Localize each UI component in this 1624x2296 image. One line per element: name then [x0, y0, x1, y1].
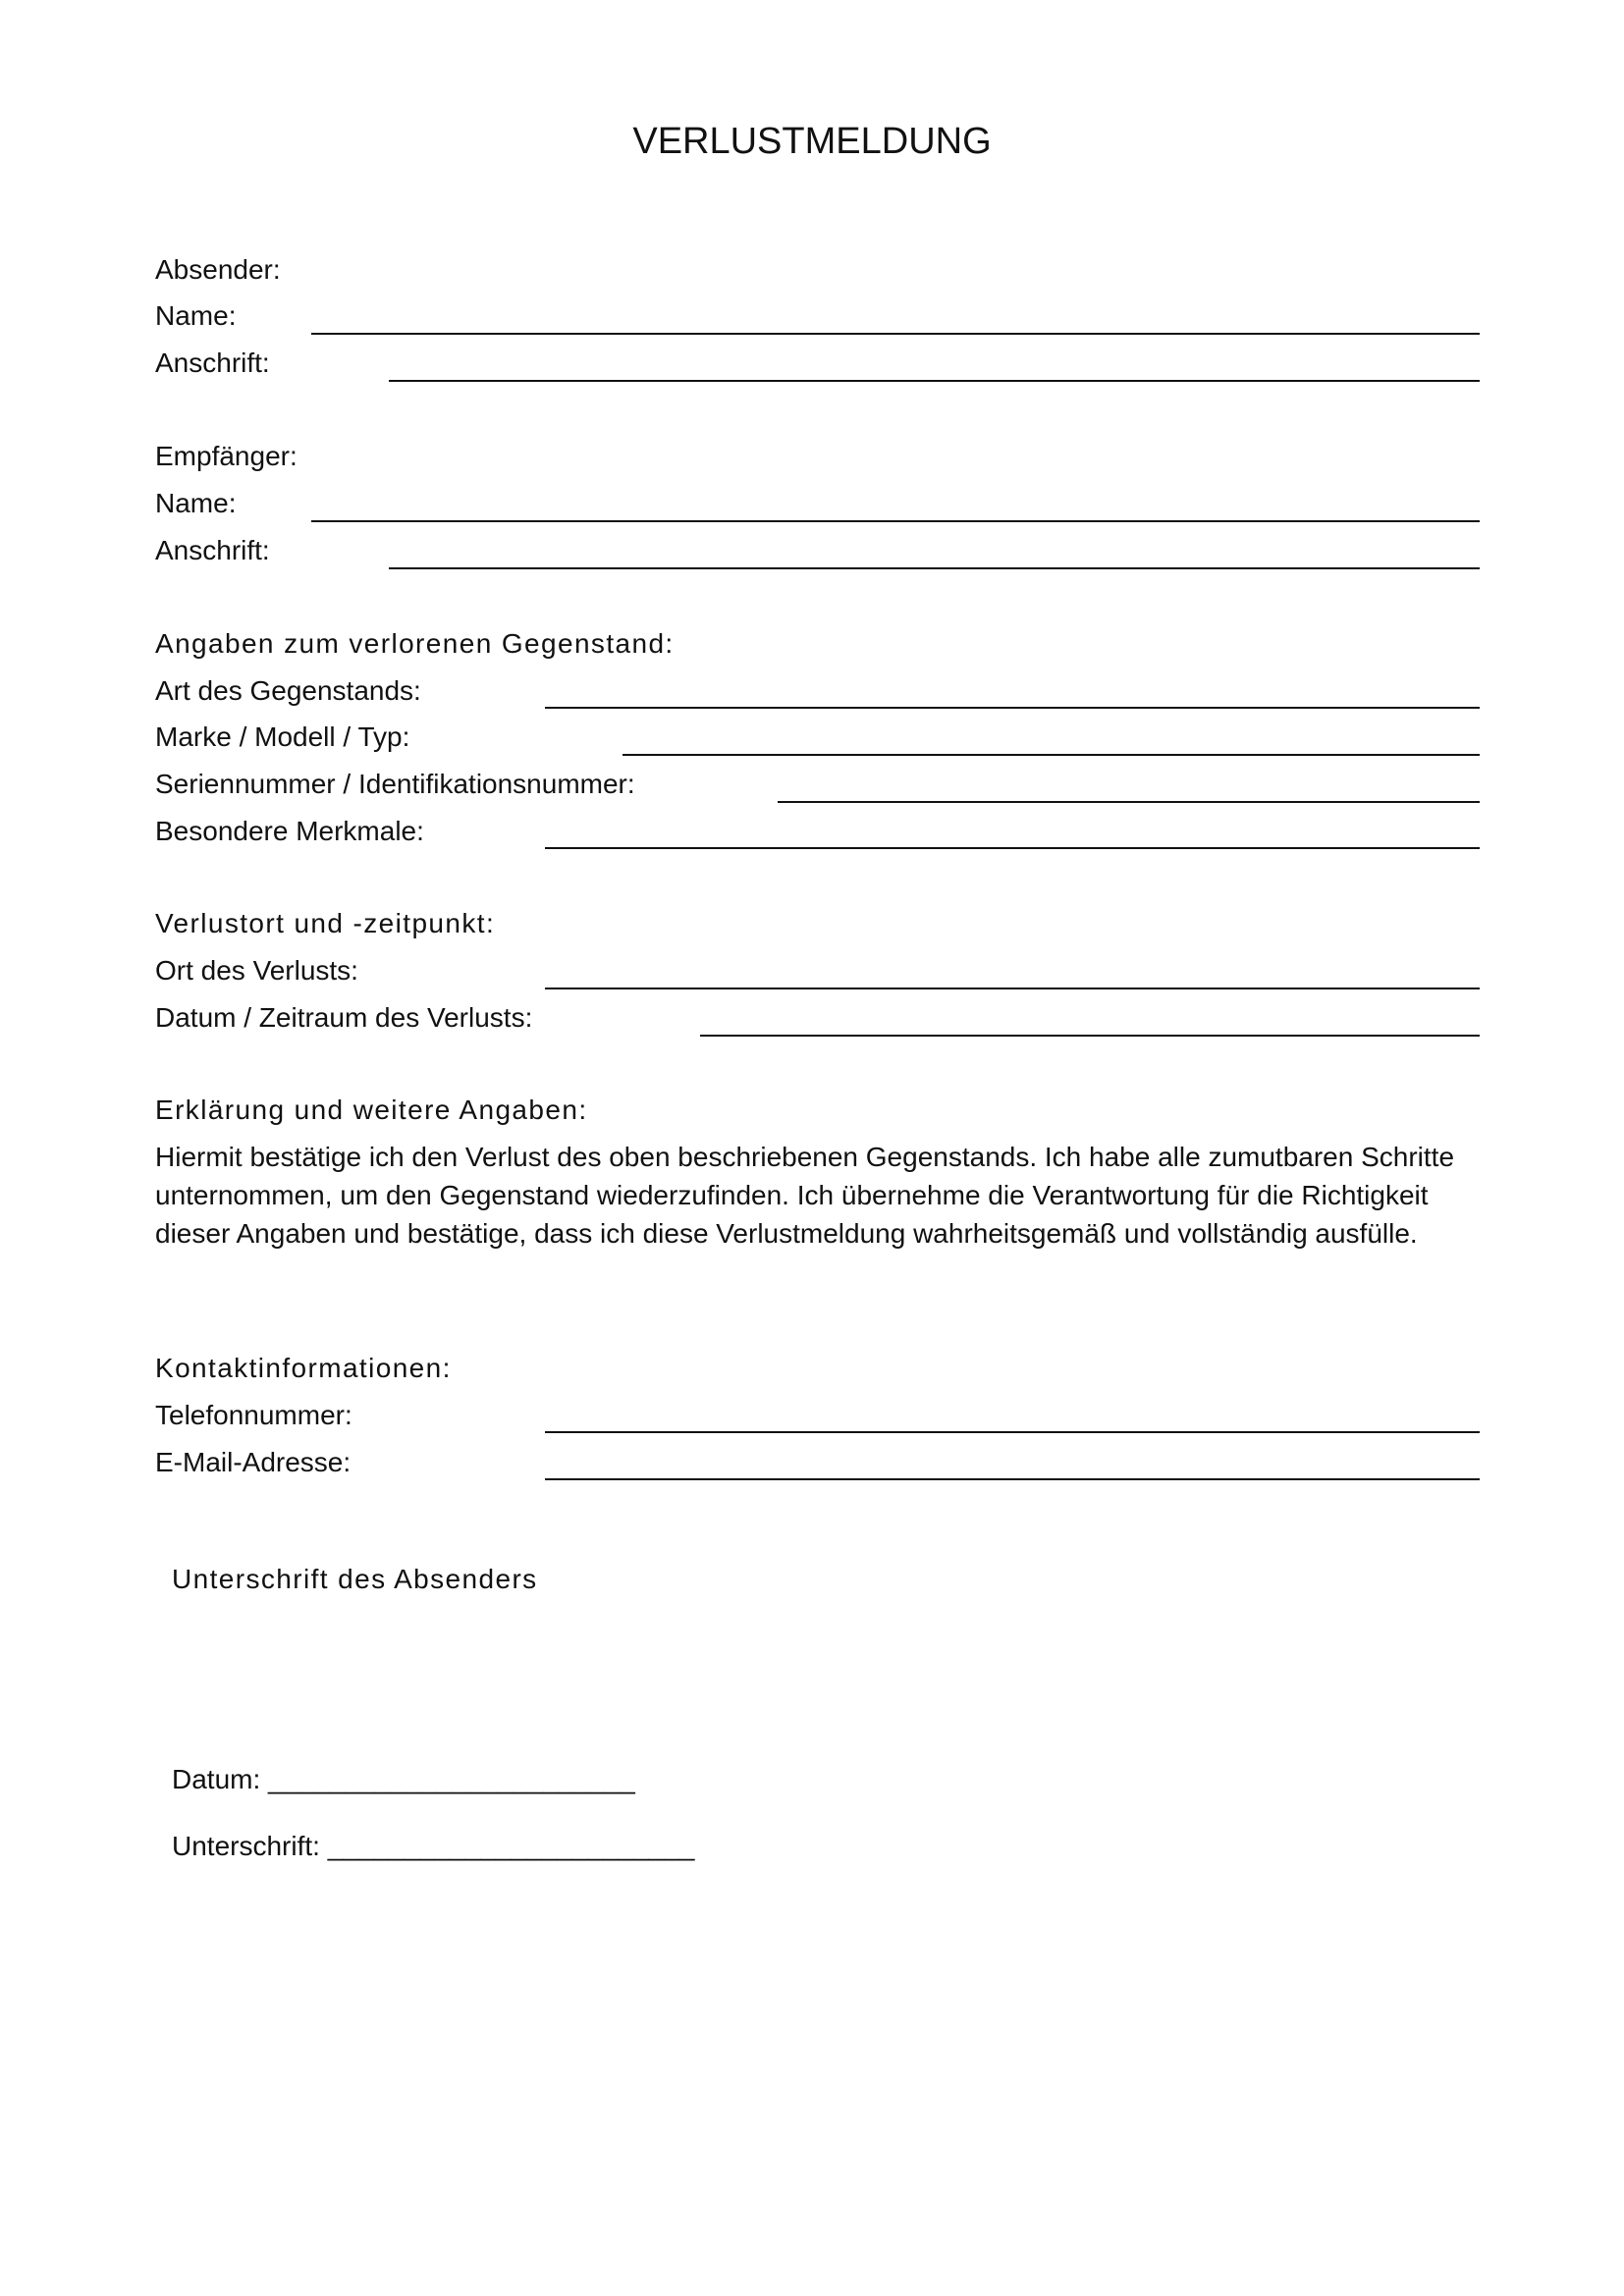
ort-line[interactable] [545, 988, 1480, 989]
ort-label: Ort des Verlusts: [155, 955, 358, 986]
absender-heading: Absender: [155, 254, 281, 285]
seriennummer-line[interactable] [778, 801, 1480, 803]
empfaenger-name-label: Name: [155, 488, 237, 518]
absender-anschrift-label: Anschrift: [155, 347, 270, 378]
erklaerung-line: Hiermit bestätige ich den Verlust des oben beschriebenen Gegenstands. Ich habe alle zumutbaren Schritte [155, 1142, 1455, 1172]
erklaerung-paragraph [155, 1138, 1490, 1253]
email-line[interactable] [545, 1478, 1480, 1480]
marke-line[interactable] [623, 754, 1480, 756]
merkmale-label: Besondere Merkmale: [155, 816, 424, 846]
absender-anschrift-line[interactable] [389, 380, 1480, 382]
page-title: VERLUSTMELDUNG [632, 121, 992, 162]
art-label: Art des Gegenstands: [155, 675, 421, 706]
marke-label: Marke / Modell / Typ: [155, 721, 410, 752]
art-line[interactable] [545, 707, 1480, 709]
empfaenger-anschrift-label: Anschrift: [155, 535, 270, 565]
erklaerung-line: unternommen, um den Gegenstand wiederzufinden. Ich übernehme die Verantwortung für die Richtigkeit [155, 1180, 1429, 1210]
absender-name-label: Name: [155, 300, 237, 331]
empfaenger-name-line[interactable] [311, 520, 1480, 522]
gegenstand-heading: Angaben zum verlorenen Gegenstand: [155, 628, 675, 659]
erklaerung-heading: Erklärung und weitere Angaben: [155, 1095, 588, 1125]
erklaerung-line: dieser Angaben und bestätige, dass ich diese Verlustmeldung wahrheitsgemäß und vollständig ausfülle. [155, 1218, 1418, 1249]
datum-signature-field[interactable]: Datum: ________________________ [172, 1764, 635, 1794]
absender-name-line[interactable] [311, 333, 1480, 335]
datum-verlust-label: Datum / Zeitraum des Verlusts: [155, 1002, 533, 1033]
email-label: E-Mail-Adresse: [155, 1447, 352, 1477]
telefon-label: Telefonnummer: [155, 1400, 352, 1430]
kontakt-heading: Kontaktinformationen: [155, 1353, 452, 1383]
unterschrift-signature-field[interactable]: Unterschrift: ________________________ [172, 1831, 695, 1861]
seriennummer-label: Seriennummer / Identifikationsnummer: [155, 769, 635, 799]
merkmale-line[interactable] [545, 847, 1480, 849]
unterschrift-heading: Unterschrift des Absenders [172, 1564, 538, 1594]
datum-verlust-line[interactable] [700, 1035, 1480, 1037]
empfaenger-anschrift-line[interactable] [389, 567, 1480, 569]
telefon-line[interactable] [545, 1431, 1480, 1433]
empfaenger-heading: Empfänger: [155, 441, 298, 471]
verlust-heading: Verlustort und -zeitpunkt: [155, 908, 496, 938]
